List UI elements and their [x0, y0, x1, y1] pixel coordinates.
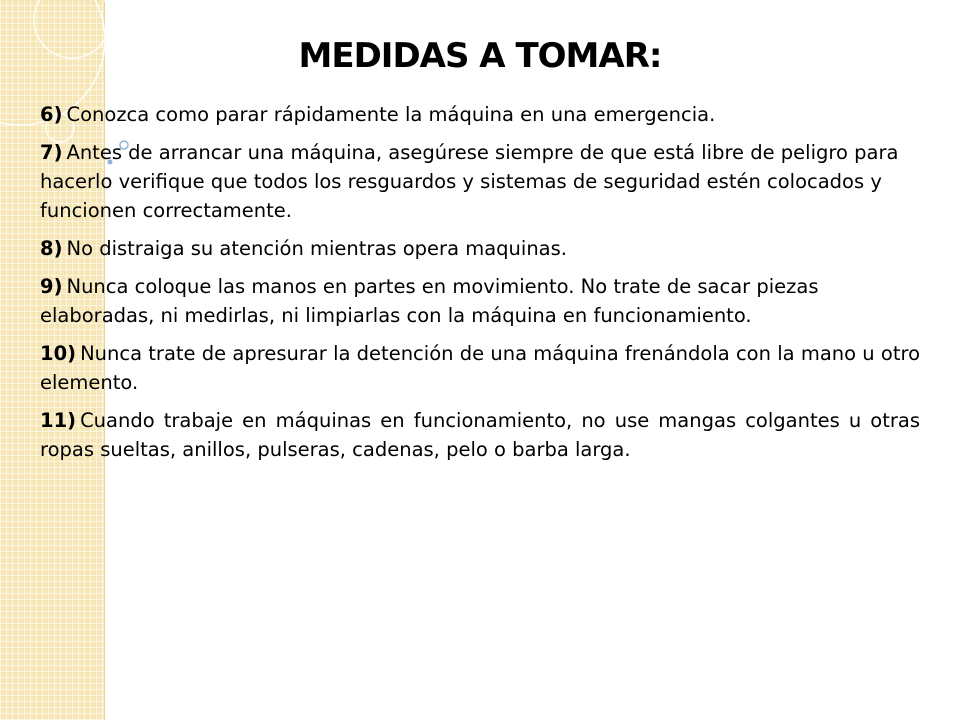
item-number: 9)	[40, 275, 63, 298]
item-number: 6)	[40, 103, 63, 126]
item-text: Cuando trabaje en máquinas en funcionamiento, no use mangas colgantes u otras ropas sueltas, anillos, pulseras, cadenas, pelo o barba larga.	[40, 409, 920, 461]
item-text: Nunca trate de apresurar la detención de una máquina frenándola con la mano u otro elemento.	[40, 342, 920, 394]
list-item	[40, 406, 920, 464]
item-number: 11)	[40, 409, 77, 432]
item-number: 8)	[40, 237, 63, 260]
list-item	[40, 339, 920, 397]
item-number: 7)	[40, 141, 63, 164]
list-item	[40, 100, 920, 129]
item-text: No distraiga su atención mientras opera maquinas.	[66, 237, 567, 260]
list-item	[40, 234, 920, 263]
list-item	[40, 138, 920, 225]
item-text: Antes de arrancar una máquina, asegúrese siempre de que está libre de peligro para hacerlo verifique que todos los resguardos y sistemas de seguridad estén colocados y funcionen correctamente.	[40, 141, 899, 222]
item-number: 10)	[40, 342, 77, 365]
measures-list	[40, 100, 920, 473]
item-text: Conozca como parar rápidamente la máquina en una emergencia.	[66, 103, 716, 126]
slide-title: MEDIDAS A TOMAR:	[298, 36, 662, 76]
item-text: Nunca coloque las manos en partes en movimiento. No trate de sacar piezas elaboradas, ni medirlas, ni limpiarlas con la máquina en funcionamiento.	[40, 275, 819, 327]
list-item	[40, 272, 920, 330]
